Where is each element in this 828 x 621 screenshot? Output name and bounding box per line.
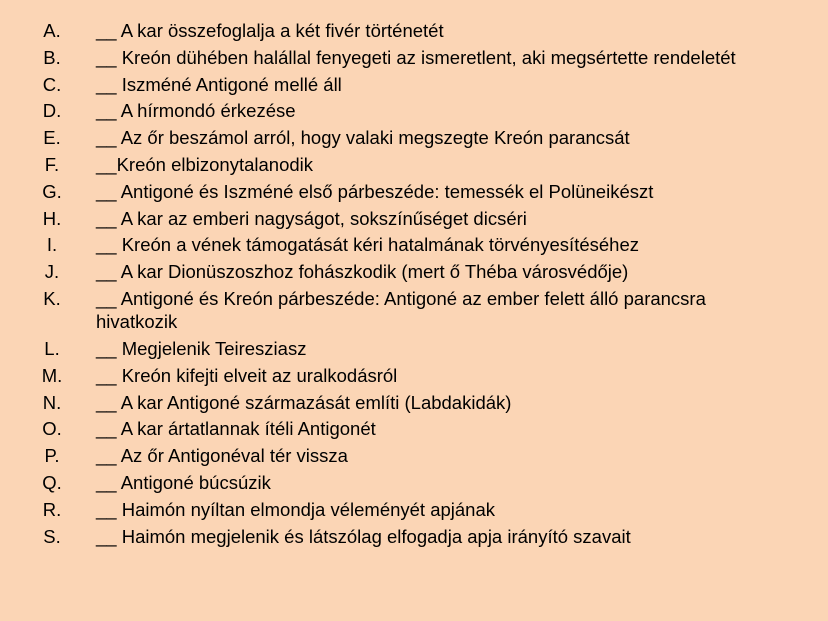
item-letter: D. xyxy=(42,100,62,122)
item-text: __ Antigoné búcsúzik xyxy=(96,471,271,493)
list-item xyxy=(0,471,828,494)
item-letter: I. xyxy=(46,234,58,256)
list-item xyxy=(0,46,828,69)
list-item xyxy=(0,19,828,42)
list-item xyxy=(0,73,828,96)
item-letter: L. xyxy=(44,337,60,359)
list-item xyxy=(0,180,828,203)
list-item xyxy=(0,391,828,414)
item-text: __ A kar Antigoné származását említi (Labdakidák) xyxy=(96,391,512,413)
list-item xyxy=(0,99,828,122)
list-item xyxy=(0,337,828,360)
item-text: __ A kar Dionüszoszhoz fohászkodik (mert ő Théba városvédője) xyxy=(96,261,629,283)
item-letter: O. xyxy=(42,418,62,440)
item-letter: R. xyxy=(42,498,62,520)
list-item xyxy=(0,444,828,467)
item-text: __ Antigoné és Iszméné első párbeszéde: temessék el Polüneikészt xyxy=(96,180,654,202)
list-item xyxy=(0,207,828,230)
item-text: __ A hírmondó érkezése xyxy=(96,100,296,122)
item-letter: N. xyxy=(42,391,62,413)
item-text: __ A kar ártatlannak ítéli Antigonét xyxy=(96,418,376,440)
item-text: __ A kar összefoglalja a két fivér történetét xyxy=(96,20,444,41)
item-text: __ Az őr Antigonéval tér vissza xyxy=(96,445,348,467)
item-text: __ Haimón megjelenik és látszólag elfogadja apja irányító szavait xyxy=(96,525,631,547)
item-text: __ Kreón kifejti elveit az uralkodásról xyxy=(96,364,398,386)
list-item xyxy=(0,153,828,176)
list-item xyxy=(0,260,828,283)
item-text: __ Iszméné Antigoné mellé áll xyxy=(96,73,342,95)
list-item xyxy=(0,364,828,387)
item-text: __ A kar az emberi nagyságot, sokszínűséget dicséri xyxy=(96,207,527,229)
item-text: __ Haimón nyíltan elmondja véleményét apjának xyxy=(96,498,496,520)
item-text: __ Antigoné és Kreón párbeszéde: Antigoné az ember felett álló parancsra hivatkozik xyxy=(96,287,706,333)
list-item xyxy=(0,126,828,149)
item-text: __ Kreón a vének támogatását kéri hatalmának törvényesítéséhez xyxy=(96,234,639,256)
item-letter: E. xyxy=(43,127,61,149)
item-text: __ Az őr beszámol arról, hogy valaki megszegte Kreón parancsát xyxy=(96,127,630,149)
item-text: __ Megjelenik Teiresziasz xyxy=(96,337,307,359)
item-letter: H. xyxy=(42,207,62,229)
item-letter: B. xyxy=(43,46,61,68)
item-letter: C. xyxy=(42,73,62,95)
item-letter: J. xyxy=(44,261,60,283)
item-letter: Q. xyxy=(42,471,62,493)
list-item xyxy=(0,498,828,521)
list-item xyxy=(0,233,828,256)
item-letter: F. xyxy=(44,153,60,175)
item-text: __Kreón elbizonytalanodik xyxy=(96,153,314,175)
item-letter: M. xyxy=(41,364,63,386)
list-item xyxy=(0,417,828,440)
item-letter: K. xyxy=(43,287,61,309)
list-item xyxy=(0,525,828,548)
item-letter: G. xyxy=(42,180,62,202)
event-list xyxy=(0,19,828,548)
item-text: __ Kreón dühében halállal fenyegeti az ismeretlent, aki megsértette rendeletét xyxy=(96,46,736,68)
item-letter: P. xyxy=(44,445,60,467)
item-letter: S. xyxy=(43,525,61,547)
list-item xyxy=(0,287,828,333)
item-letter: A. xyxy=(43,20,61,41)
